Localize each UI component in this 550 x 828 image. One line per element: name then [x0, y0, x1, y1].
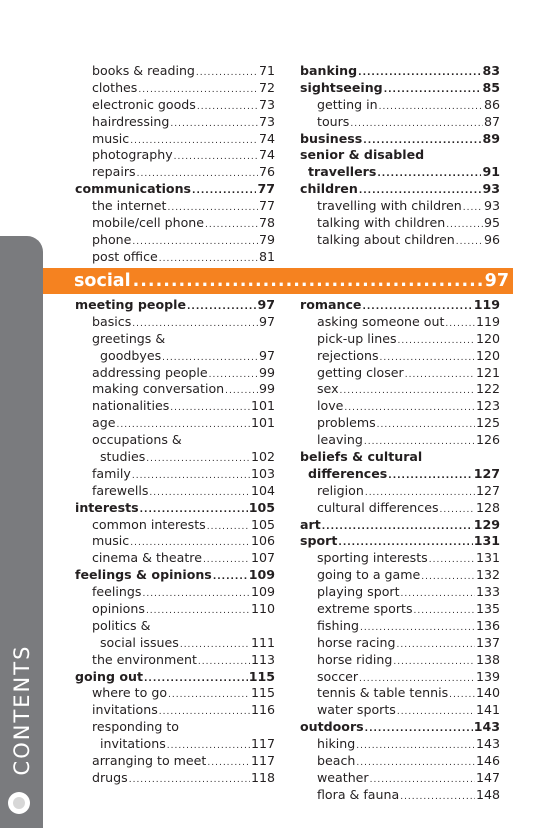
toc-entry[interactable] [300, 365, 500, 382]
toc-entry[interactable] [75, 164, 275, 181]
toc-page-number: 119 [473, 297, 500, 312]
toc-page-number: 99 [258, 381, 275, 397]
section-heading-leader [133, 271, 483, 291]
toc-entry[interactable] [75, 449, 275, 466]
toc-page-number: 143 [475, 736, 500, 752]
toc-entry[interactable] [75, 770, 275, 787]
toc-page-number: 117 [250, 736, 275, 752]
toc-entry[interactable] [300, 181, 500, 198]
toc-entry-title: family [92, 465, 131, 481]
toc-entry-title: leaving [317, 432, 363, 448]
toc-entry-title: mobile/cell phone [92, 215, 205, 231]
toc-entry-title: goodbyes [100, 347, 162, 363]
toc-page-number: 127 [475, 482, 500, 498]
toc-entry[interactable] [75, 685, 275, 702]
toc-page-number: 117 [250, 753, 275, 769]
toc-entry[interactable] [75, 314, 275, 331]
toc-entry[interactable] [75, 466, 275, 483]
toc-entry-title: talking with children [317, 215, 446, 231]
toc-page-number: 120 [475, 347, 500, 363]
toc-entry-title: clothes [92, 79, 138, 95]
toc-dot-leader [129, 772, 250, 789]
toc-entry[interactable] [75, 331, 275, 348]
toc-entry[interactable] [75, 114, 275, 131]
toc-page-number: 95 [483, 215, 500, 231]
toc-entry[interactable] [300, 232, 500, 249]
toc-entry[interactable] [300, 517, 500, 534]
toc-entry[interactable] [300, 415, 500, 432]
toc-entry[interactable] [75, 198, 275, 215]
toc-entry[interactable] [300, 63, 500, 80]
toc-entry[interactable] [300, 432, 500, 449]
toc-page-number: 115 [250, 685, 275, 701]
toc-entry-title: making conversation [92, 381, 225, 397]
toc-entry[interactable] [300, 398, 500, 415]
toc-dot-leader [456, 234, 483, 251]
toc-entry-title: opinions [92, 601, 145, 617]
toc-entry-title: banking [300, 63, 358, 78]
toc-page-number: 131 [475, 550, 500, 566]
toc-entry-title: getting closer [317, 364, 404, 380]
toc-entry[interactable] [300, 567, 500, 584]
toc-entry-title: age [92, 415, 116, 431]
toc-entry-title: tours [317, 113, 350, 129]
toc-entry[interactable] [75, 348, 275, 365]
toc-entry[interactable] [75, 753, 275, 770]
toc-page-number: 120 [475, 330, 500, 346]
toc-entry[interactable] [75, 584, 275, 601]
toc-entry[interactable] [300, 381, 500, 398]
toc-entry[interactable] [300, 215, 500, 232]
toc-entry-title: fishing [317, 617, 359, 633]
toc-entry[interactable] [75, 517, 275, 534]
toc-page-number: 122 [475, 381, 500, 397]
toc-entry-title: flora & fauna [317, 786, 400, 802]
contents-label-text: CONTENTS [9, 644, 34, 776]
toc-entry-title: love [317, 398, 344, 414]
toc-entry[interactable] [75, 297, 275, 314]
toc-entry[interactable] [300, 736, 500, 753]
toc-page-number: 89 [482, 130, 500, 146]
toc-page-number: 143 [473, 719, 500, 735]
toc-entry-title: water sports [317, 702, 396, 718]
toc-column-top-right [300, 63, 500, 249]
toc-entry[interactable] [75, 567, 275, 584]
toc-entry[interactable] [300, 753, 500, 770]
toc-entry[interactable] [75, 635, 275, 652]
toc-page-number: 110 [250, 601, 275, 617]
toc-entry-title: rejections [317, 347, 379, 363]
toc-page-number: 76 [258, 164, 275, 180]
toc-entry[interactable] [300, 198, 500, 215]
toc-entry-title: sex [317, 381, 339, 397]
toc-entry-title: post office [92, 248, 158, 264]
toc-page-number: 113 [250, 651, 275, 667]
toc-entry[interactable] [300, 131, 500, 148]
toc-entry-title: interests [75, 499, 139, 515]
toc-entry[interactable] [300, 314, 500, 331]
toc-entry[interactable] [300, 719, 500, 736]
toc-entry-title: going out [75, 668, 143, 684]
toc-entry[interactable] [300, 533, 500, 550]
toc-entry[interactable] [300, 147, 500, 164]
toc-entry[interactable] [75, 533, 275, 550]
toc-entry[interactable] [75, 618, 275, 635]
toc-page-number: 140 [475, 685, 500, 701]
toc-page-number: 104 [250, 482, 275, 498]
toc-page-number: 91 [482, 164, 500, 180]
toc-entry[interactable] [75, 500, 275, 517]
toc-entry-title: common interests [92, 516, 206, 532]
toc-entry[interactable] [75, 415, 275, 432]
toc-entry[interactable] [300, 787, 500, 804]
toc-page-number: 74 [258, 130, 275, 146]
toc-entry-title: social issues [100, 634, 179, 650]
toc-page-number: 123 [475, 398, 500, 414]
toc-page-number: 74 [258, 147, 275, 163]
toc-entry-title: beach [317, 753, 356, 769]
toc-entry-title: romance [300, 297, 362, 312]
toc-page-number: 146 [475, 753, 500, 769]
toc-column-top-left [75, 63, 275, 266]
toc-entry-title: music [92, 533, 130, 549]
toc-entry-title: soccer [317, 668, 359, 684]
toc-entry-title: senior & disabled [300, 147, 425, 163]
toc-entry-title: where to go [92, 685, 168, 701]
toc-page-number: 96 [483, 231, 500, 247]
toc-entry-title: phone [92, 231, 132, 247]
toc-page-number: 137 [475, 634, 500, 650]
toc-entry-title: religion [317, 482, 364, 498]
toc-page-number: 131 [473, 533, 500, 549]
toc-entry[interactable] [300, 97, 500, 114]
toc-page-number: 135 [475, 601, 500, 617]
toc-column-bottom-left [75, 297, 275, 787]
toc-entry[interactable] [75, 398, 275, 415]
toc-entry[interactable] [75, 652, 275, 669]
toc-entry-title: problems [317, 415, 376, 431]
toc-entry[interactable] [75, 550, 275, 567]
toc-entry[interactable] [300, 80, 500, 97]
toc-page-number: 72 [258, 79, 275, 95]
toc-entry-title: responding to [92, 719, 180, 735]
toc-page-number: 109 [250, 584, 275, 600]
toc-entry[interactable] [75, 601, 275, 618]
toc-entry[interactable] [75, 381, 275, 398]
toc-page-number: 102 [250, 449, 275, 465]
toc-page-number: 125 [475, 415, 500, 431]
toc-entry-title: outdoors [300, 719, 364, 735]
toc-entry-title: studies [100, 449, 146, 465]
toc-entry-title: weather [317, 769, 369, 785]
section-heading-band[interactable] [43, 268, 513, 294]
toc-entry[interactable] [300, 702, 500, 719]
toc-entry-title: art [300, 516, 321, 532]
toc-page-number: 139 [475, 668, 500, 684]
toc-entry[interactable] [300, 449, 500, 466]
toc-entry[interactable] [300, 669, 500, 686]
section-heading-title: social [74, 271, 131, 291]
toc-page-number: 93 [482, 181, 500, 197]
toc-entry[interactable] [75, 80, 275, 97]
toc-entry-title: books & reading [92, 63, 195, 78]
toc-entry[interactable] [75, 365, 275, 382]
toc-page-number: 93 [483, 198, 500, 214]
toc-page-number: 87 [483, 113, 500, 129]
toc-entry[interactable] [75, 63, 275, 80]
toc-page-number: 79 [258, 231, 275, 247]
toc-page-number: 148 [475, 786, 500, 802]
toc-entry[interactable] [300, 297, 500, 314]
toc-page-number: 121 [475, 364, 500, 380]
toc-page-number: 73 [258, 113, 275, 129]
toc-entry-title: travellers [308, 164, 377, 180]
toc-dot-leader [159, 251, 258, 268]
toc-entry[interactable] [75, 147, 275, 164]
toc-entry-title: addressing people [92, 364, 208, 380]
toc-entry-title: drugs [92, 769, 128, 785]
toc-page-number: 127 [473, 465, 500, 481]
toc-dot-leader [400, 789, 475, 806]
toc-entry[interactable] [300, 652, 500, 669]
toc-entry-title: pick-up lines [317, 330, 397, 346]
toc-entry-title: children [300, 181, 358, 197]
toc-entry-title: sporting interests [317, 550, 428, 566]
section-heading-page: 97 [484, 271, 509, 291]
toc-page-number: 132 [475, 567, 500, 583]
toc-page-number: 138 [475, 651, 500, 667]
toc-entry-title: occupations & [92, 432, 182, 448]
toc-page-number: 97 [258, 313, 275, 329]
toc-entry[interactable] [300, 164, 500, 181]
toc-entry-title: talking about children [317, 231, 455, 247]
toc-page-number: 136 [475, 617, 500, 633]
toc-entry-title: basics [92, 313, 132, 329]
toc-entry[interactable] [75, 719, 275, 736]
toc-entry-title: playing sport [317, 584, 400, 600]
toc-page-number: 77 [257, 181, 275, 197]
toc-entry[interactable] [300, 500, 500, 517]
toc-page-number: 103 [250, 465, 275, 481]
toc-entry-title: horse racing [317, 634, 396, 650]
toc-entry[interactable] [75, 669, 275, 686]
toc-page-number: 115 [248, 668, 275, 684]
toc-entry-title: the internet [92, 198, 167, 214]
toc-entry-title: invitations [100, 736, 166, 752]
toc-page-number: 83 [482, 63, 500, 78]
toc-entry-title: sport [300, 533, 338, 549]
toc-entry[interactable] [300, 483, 500, 500]
toc-page-number: 107 [250, 550, 275, 566]
toc-entry[interactable] [300, 550, 500, 567]
toc-entry[interactable] [300, 584, 500, 601]
toc-page-number: 111 [250, 634, 275, 650]
toc-page-number: 86 [483, 96, 500, 112]
toc-entry-title: cinema & theatre [92, 550, 202, 566]
toc-entry[interactable] [300, 685, 500, 702]
toc-page-number: 71 [258, 63, 275, 78]
toc-page-number: 85 [482, 79, 500, 95]
contents-tab-label [0, 640, 43, 780]
toc-page-number: 106 [250, 533, 275, 549]
toc-entry-title: politics & [92, 617, 151, 633]
toc-entry-title: cultural differences [317, 499, 439, 515]
toc-page-number: 77 [258, 198, 275, 214]
toc-entry-title: feelings [92, 584, 142, 600]
toc-page-number: 128 [475, 499, 500, 515]
toc-entry-title: beliefs & cultural [300, 449, 423, 465]
toc-entry-title: extreme sports [317, 601, 413, 617]
toc-entry-title: business [300, 130, 363, 146]
toc-entry-title: nationalities [92, 398, 170, 414]
toc-entry[interactable] [75, 215, 275, 232]
toc-page-number: 133 [475, 584, 500, 600]
toc-entry[interactable] [75, 702, 275, 719]
toc-page-number: 118 [250, 769, 275, 785]
toc-entry-title: meeting people [75, 297, 186, 312]
toc-column-bottom-right [300, 297, 500, 804]
toc-page-number: 81 [258, 248, 275, 264]
toc-entry-title: the environment [92, 651, 197, 667]
toc-entry-title: horse riding [317, 651, 393, 667]
toc-page-number: 116 [250, 702, 275, 718]
toc-entry-title: travelling with children [317, 198, 462, 214]
toc-entry-title: tennis & table tennis [317, 685, 449, 701]
toc-entry[interactable] [300, 601, 500, 618]
toc-page-number: 73 [258, 96, 275, 112]
toc-entry-title: arranging to meet [92, 753, 207, 769]
toc-entry[interactable] [300, 466, 500, 483]
toc-entry[interactable] [75, 131, 275, 148]
toc-entry[interactable] [75, 249, 275, 266]
toc-entry-title: feelings & opinions [75, 567, 212, 583]
toc-page-number: 109 [248, 567, 275, 583]
toc-page-number: 99 [258, 364, 275, 380]
toc-page-number: 101 [250, 398, 275, 414]
toc-entry-title: differences [308, 465, 388, 481]
toc-page-number: 97 [257, 297, 275, 312]
toc-entry-title: music [92, 130, 130, 146]
toc-entry[interactable] [300, 114, 500, 131]
toc-entry-title: photography [92, 147, 173, 163]
toc-entry[interactable] [75, 483, 275, 500]
toc-entry[interactable] [300, 635, 500, 652]
toc-entry[interactable] [300, 331, 500, 348]
toc-page-number: 147 [475, 769, 500, 785]
toc-page-number: 101 [250, 415, 275, 431]
toc-entry-title: repairs [92, 164, 136, 180]
toc-entry-title: communications [75, 181, 192, 197]
toc-entry-title: going to a game [317, 567, 421, 583]
toc-page-number: 105 [248, 499, 275, 515]
toc-entry-title: greetings & [92, 330, 166, 346]
toc-page-number: 119 [475, 313, 500, 329]
toc-entry[interactable] [300, 348, 500, 365]
toc-entry-title: getting in [317, 96, 378, 112]
toc-page-number: 78 [258, 215, 275, 231]
toc-page-number: 126 [475, 432, 500, 448]
toc-page-number: 105 [250, 516, 275, 532]
toc-entry[interactable] [300, 770, 500, 787]
toc-page-number: 129 [473, 516, 500, 532]
toc-entry-title: hiking [317, 736, 356, 752]
toc-entry-title: electronic goods [92, 96, 196, 112]
toc-entry[interactable] [75, 736, 275, 753]
toc-entry-title: farewells [92, 482, 149, 498]
publisher-logo-icon [8, 792, 30, 814]
toc-entry-title: hairdressing [92, 113, 170, 129]
toc-entry[interactable] [75, 97, 275, 114]
toc-entry[interactable] [75, 232, 275, 249]
toc-entry-title: invitations [92, 702, 158, 718]
toc-entry[interactable] [75, 181, 275, 198]
toc-page-number: 141 [475, 702, 500, 718]
toc-entry[interactable] [300, 618, 500, 635]
toc-entry[interactable] [75, 432, 275, 449]
toc-entry-title: sightseeing [300, 79, 383, 95]
toc-entry-title: asking someone out [317, 313, 445, 329]
toc-page-number: 97 [258, 347, 275, 363]
